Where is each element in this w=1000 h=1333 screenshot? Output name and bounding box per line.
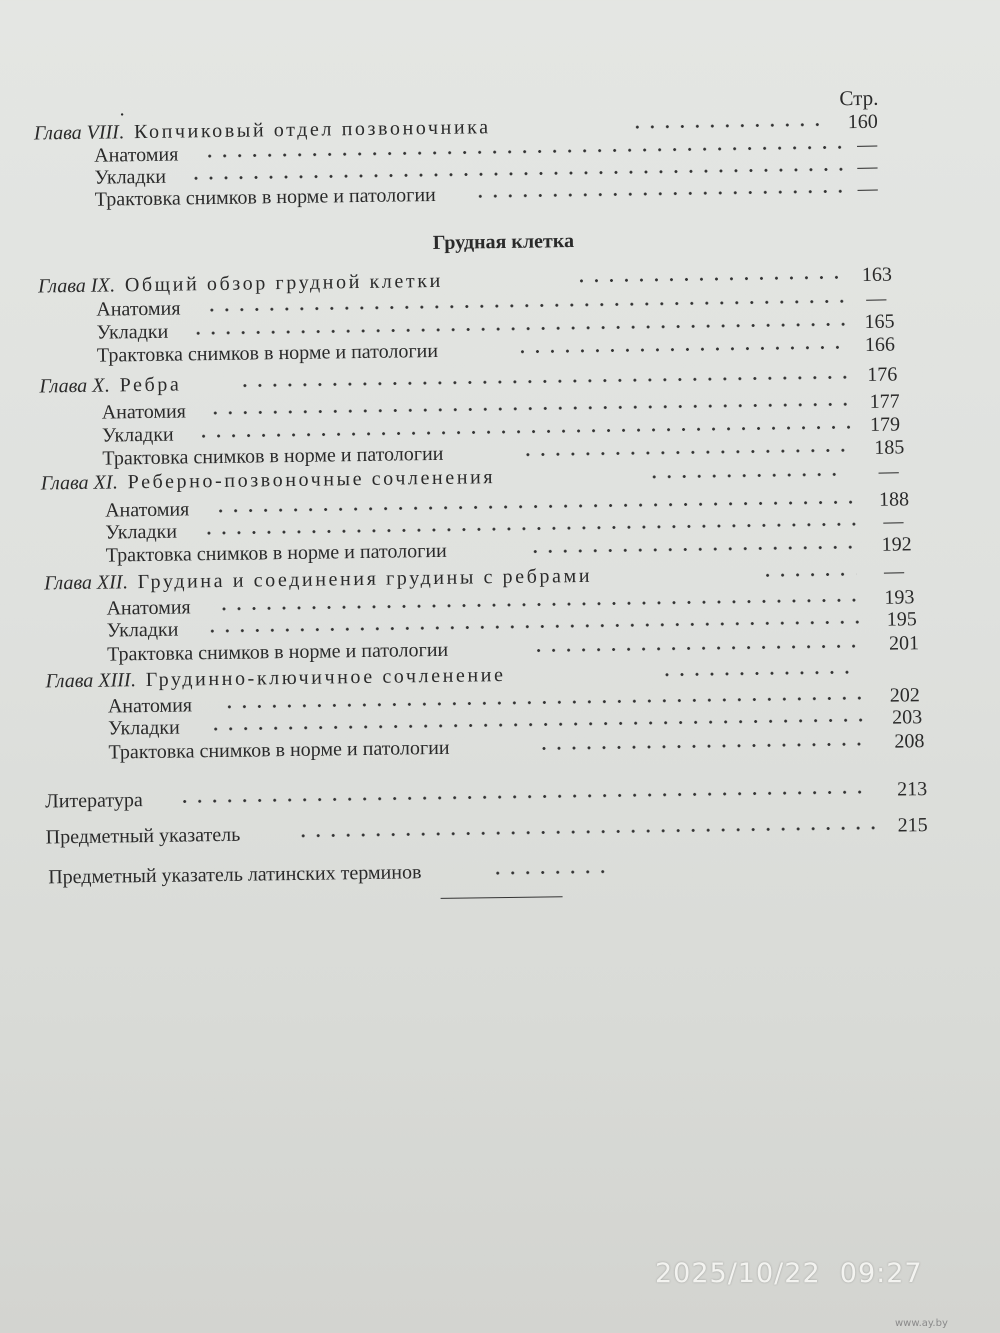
- dot-leader: [208, 402, 848, 415]
- chapter-title: . Общий обзор грудной клетки: [109, 269, 444, 297]
- dot-leader: [208, 718, 863, 731]
- page-number: 179: [869, 413, 901, 436]
- dot-leader: [191, 322, 846, 335]
- subentry-title: Трактовка снимков в норме и патологии: [106, 638, 449, 666]
- page-number: 192: [881, 533, 912, 556]
- entry-title: Предметный указатель: [45, 823, 241, 849]
- dot-leader: [531, 644, 861, 653]
- page-number: 202: [889, 684, 920, 707]
- dot-leader: [205, 620, 860, 633]
- closing-rule: [441, 896, 563, 899]
- dot-leader: [237, 375, 847, 388]
- chapter-title: . Копчиковый отдел позвоночника: [118, 116, 491, 144]
- subentry-title: Укладки: [108, 716, 180, 740]
- chapter-number: Глава IX: [37, 274, 110, 298]
- subentry-title: Укладки: [101, 423, 174, 447]
- subentry-title: Анатомия: [101, 400, 187, 424]
- page-number: 195: [886, 608, 917, 631]
- entry-title: Предметный указатель латинских терминов: [48, 861, 422, 889]
- page-number: 208: [894, 730, 925, 753]
- page-number: 177: [869, 390, 900, 413]
- subentry-title: Укладки: [106, 618, 179, 642]
- chapter-title: . Грудина и соединения грудины с ребрами: [122, 564, 593, 594]
- chapter-title: . Реберно-позвоночные сочленения: [112, 466, 496, 494]
- subentry-title: Анатомия: [106, 596, 191, 620]
- page-number: 193: [884, 586, 915, 609]
- page-number: —: [857, 155, 878, 179]
- dot-leader: [177, 790, 867, 804]
- page-number: —: [878, 460, 899, 483]
- dot-leader: [204, 299, 844, 312]
- chapter-number: Глава X: [39, 374, 105, 398]
- subentry-title: Трактовка снимков в норме и патологии: [94, 183, 436, 211]
- page-number: 213: [896, 778, 928, 801]
- dot-leader: [574, 275, 844, 283]
- subentry-title: Анатомия: [94, 143, 179, 167]
- dot-leader: [536, 742, 866, 751]
- entry-title: Литература: [45, 789, 143, 813]
- subentry-title: Укладки: [105, 520, 178, 544]
- chapter-title: . Ребра: [104, 373, 182, 397]
- subentry-title: Трактовка снимков в норме и патологии: [102, 442, 444, 470]
- page-number: —: [883, 510, 904, 533]
- subentry-title: Трактовка снимков в норме и патологии: [105, 539, 447, 567]
- subentry-title: Укладки: [96, 320, 169, 344]
- page-number: —: [866, 287, 887, 310]
- subentry-title: Трактовка снимков в норме и патологии: [108, 736, 450, 764]
- page-column-header: Стр.: [839, 85, 879, 111]
- chapter-number: Глава VIII: [33, 121, 120, 145]
- page-number: 160: [847, 110, 878, 134]
- dot-leader: [520, 448, 852, 457]
- dot-leader: [515, 345, 847, 354]
- page-number: 185: [874, 436, 905, 459]
- stray-mark: .: [119, 98, 125, 121]
- page-number: 215: [897, 814, 928, 837]
- page-number: 163: [861, 263, 893, 286]
- subentry-title: Анатомия: [107, 694, 193, 718]
- page-number: —: [856, 133, 878, 157]
- dot-leader: [659, 670, 859, 677]
- dot-leader: [647, 472, 847, 479]
- dot-leader: [760, 572, 856, 577]
- page-number: 203: [891, 706, 923, 729]
- subentry-title: Трактовка снимков в норме и патологии: [96, 339, 439, 367]
- photo-timestamp: 2025/10/22 09:27: [655, 1258, 923, 1289]
- chapter-number: Глава XIII: [45, 669, 131, 693]
- subentry-title: Анатомия: [104, 498, 190, 522]
- page-number: —: [857, 177, 878, 201]
- dot-leader: [196, 425, 851, 438]
- page-number: 201: [888, 632, 920, 655]
- subentry-title: Анатомия: [96, 297, 181, 321]
- page-number: 176: [867, 363, 898, 386]
- chapter-number: Глава XI: [40, 471, 113, 495]
- page-number: 166: [864, 333, 896, 356]
- dot-leader: [630, 122, 826, 129]
- dot-leader: [296, 826, 881, 838]
- dot-leader: [473, 189, 845, 198]
- dot-leader: [528, 545, 858, 554]
- toc-entry: [12, 814, 928, 850]
- toc-entry: [12, 854, 892, 890]
- chapter-number: Глава XII: [43, 571, 123, 595]
- page-number: 188: [878, 488, 910, 511]
- section-title: Грудная клетка: [432, 230, 575, 254]
- dot-leader: [490, 870, 610, 876]
- toc-entry: [11, 778, 928, 814]
- watermark: www.ay.by: [895, 1318, 948, 1329]
- dot-leader: [201, 522, 856, 535]
- page-number: —: [883, 560, 905, 583]
- chapter-title: . Грудинно-ключичное сочленение: [130, 664, 506, 692]
- subentry-title: Укладки: [94, 165, 167, 189]
- page-number: 165: [864, 310, 895, 333]
